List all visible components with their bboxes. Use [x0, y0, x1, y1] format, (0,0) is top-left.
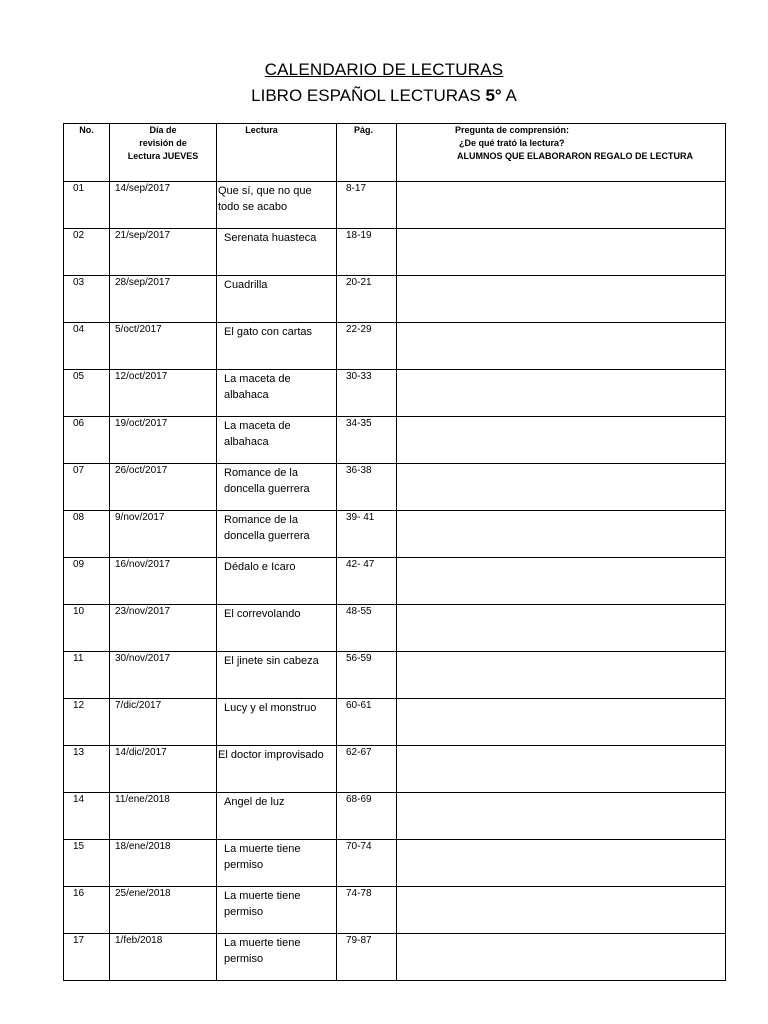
row-pages: 18-19	[337, 229, 397, 276]
row-date: 30/nov/2017	[110, 652, 217, 699]
row-date: 28/sep/2017	[110, 276, 217, 323]
row-reading: La muerte tiene permiso	[217, 840, 337, 887]
row-number: 03	[64, 276, 110, 323]
row-date: 21/sep/2017	[110, 229, 217, 276]
table-row	[64, 511, 726, 558]
header-question-line3: ALUMNOS QUE ELABORARON REGALO DE LECTURA	[457, 151, 693, 161]
row-comprehension-answer	[397, 699, 726, 746]
table-row	[64, 746, 726, 793]
row-number: 17	[64, 934, 110, 981]
row-pages: 60-61	[337, 699, 397, 746]
row-number: 16	[64, 887, 110, 934]
row-comprehension-answer	[397, 652, 726, 699]
row-number: 12	[64, 699, 110, 746]
row-pages: 48-55	[337, 605, 397, 652]
row-pages: 8-17	[337, 182, 397, 229]
table-row	[64, 887, 726, 934]
row-number: 05	[64, 370, 110, 417]
row-date: 5/oct/2017	[110, 323, 217, 370]
row-reading: La muerte tiene permiso	[217, 887, 337, 934]
table-row	[64, 276, 726, 323]
row-pages: 20-21	[337, 276, 397, 323]
row-reading: Romance de la doncella guerrera	[217, 511, 337, 558]
row-comprehension-answer	[397, 934, 726, 981]
row-number: 06	[64, 417, 110, 464]
header-date-line2: revisión de	[139, 138, 187, 148]
subtitle-grade: 5°	[485, 86, 502, 105]
row-comprehension-answer	[397, 417, 726, 464]
header-question-line1: Pregunta de comprensión:	[455, 125, 570, 135]
header-date-line3: Lectura JUEVES	[127, 151, 199, 161]
row-reading: Serenata huasteca	[217, 229, 337, 276]
row-date: 1/feb/2018	[110, 934, 217, 981]
header-date-line1: Día de	[149, 125, 177, 135]
row-reading: Angel de luz	[217, 793, 337, 840]
row-comprehension-answer	[397, 370, 726, 417]
table-row	[64, 605, 726, 652]
row-number: 13	[64, 746, 110, 793]
table-row	[64, 323, 726, 370]
table-row	[64, 934, 726, 981]
row-pages: 74-78	[337, 887, 397, 934]
table-row	[64, 558, 726, 605]
header-reading: Lectura	[217, 124, 337, 182]
row-number: 10	[64, 605, 110, 652]
row-reading: La muerte tiene permiso	[217, 934, 337, 981]
row-date: 19/oct/2017	[110, 417, 217, 464]
table-row	[64, 840, 726, 887]
table-row	[64, 699, 726, 746]
row-reading: El correvolando	[217, 605, 337, 652]
row-comprehension-answer	[397, 229, 726, 276]
row-comprehension-answer	[397, 323, 726, 370]
row-date: 25/ene/2018	[110, 887, 217, 934]
table-row	[64, 182, 726, 229]
row-reading: Dédalo e Icaro	[217, 558, 337, 605]
row-date: 11/ene/2018	[110, 793, 217, 840]
row-number: 09	[64, 558, 110, 605]
row-pages: 56-59	[337, 652, 397, 699]
row-pages: 34-35	[337, 417, 397, 464]
row-pages: 36-38	[337, 464, 397, 511]
row-number: 07	[64, 464, 110, 511]
row-date: 12/oct/2017	[110, 370, 217, 417]
row-reading: La maceta de albahaca	[217, 417, 337, 464]
row-comprehension-answer	[397, 182, 726, 229]
row-pages: 62-67	[337, 746, 397, 793]
row-pages: 42- 47	[337, 558, 397, 605]
table-row	[64, 652, 726, 699]
row-reading: Que sí, que no que todo se acabo	[217, 182, 337, 229]
row-reading: Lucy y el monstruo	[217, 699, 337, 746]
header-date	[110, 124, 217, 182]
row-comprehension-answer	[397, 746, 726, 793]
row-date: 7/dic/2017	[110, 699, 217, 746]
row-number: 11	[64, 652, 110, 699]
row-comprehension-answer	[397, 464, 726, 511]
row-date: 14/dic/2017	[110, 746, 217, 793]
row-pages: 68-69	[337, 793, 397, 840]
row-reading: Cuadrilla	[217, 276, 337, 323]
row-number: 15	[64, 840, 110, 887]
table-row	[64, 464, 726, 511]
document-title: CALENDARIO DE LECTURAS	[264, 60, 504, 79]
header-no: No.	[64, 124, 110, 182]
row-reading: El jinete sin cabeza	[217, 652, 337, 699]
header-question	[397, 124, 726, 182]
table-header-row	[64, 124, 726, 182]
row-reading: El gato con cartas	[217, 323, 337, 370]
row-comprehension-answer	[397, 840, 726, 887]
row-reading: El doctor improvisado	[217, 746, 337, 793]
row-number: 14	[64, 793, 110, 840]
row-date: 14/sep/2017	[110, 182, 217, 229]
row-pages: 70-74	[337, 840, 397, 887]
row-number: 01	[64, 182, 110, 229]
document-subtitle	[0, 86, 768, 106]
row-number: 02	[64, 229, 110, 276]
row-pages: 39- 41	[337, 511, 397, 558]
header-page: Pág.	[337, 124, 397, 182]
row-date: 16/nov/2017	[110, 558, 217, 605]
reading-calendar-table	[63, 123, 726, 981]
row-date: 18/ene/2018	[110, 840, 217, 887]
row-number: 04	[64, 323, 110, 370]
row-comprehension-answer	[397, 605, 726, 652]
header-question-line2: ¿De qué trató la lectura?	[459, 138, 565, 148]
subtitle-group: A	[501, 86, 517, 105]
row-comprehension-answer	[397, 793, 726, 840]
row-pages: 22-29	[337, 323, 397, 370]
row-pages: 30-33	[337, 370, 397, 417]
row-comprehension-answer	[397, 887, 726, 934]
table-body	[64, 182, 726, 981]
row-date: 26/oct/2017	[110, 464, 217, 511]
row-number: 08	[64, 511, 110, 558]
table-row	[64, 793, 726, 840]
row-comprehension-answer	[397, 558, 726, 605]
table-row	[64, 370, 726, 417]
row-date: 23/nov/2017	[110, 605, 217, 652]
row-comprehension-answer	[397, 511, 726, 558]
row-pages: 79-87	[337, 934, 397, 981]
table-row	[64, 417, 726, 464]
row-date: 9/nov/2017	[110, 511, 217, 558]
row-comprehension-answer	[397, 276, 726, 323]
table-row	[64, 229, 726, 276]
row-reading: Romance de la doncella guerrera	[217, 464, 337, 511]
row-reading: La maceta de albahaca	[217, 370, 337, 417]
subtitle-text: LIBRO ESPAÑOL LECTURAS	[251, 86, 486, 105]
